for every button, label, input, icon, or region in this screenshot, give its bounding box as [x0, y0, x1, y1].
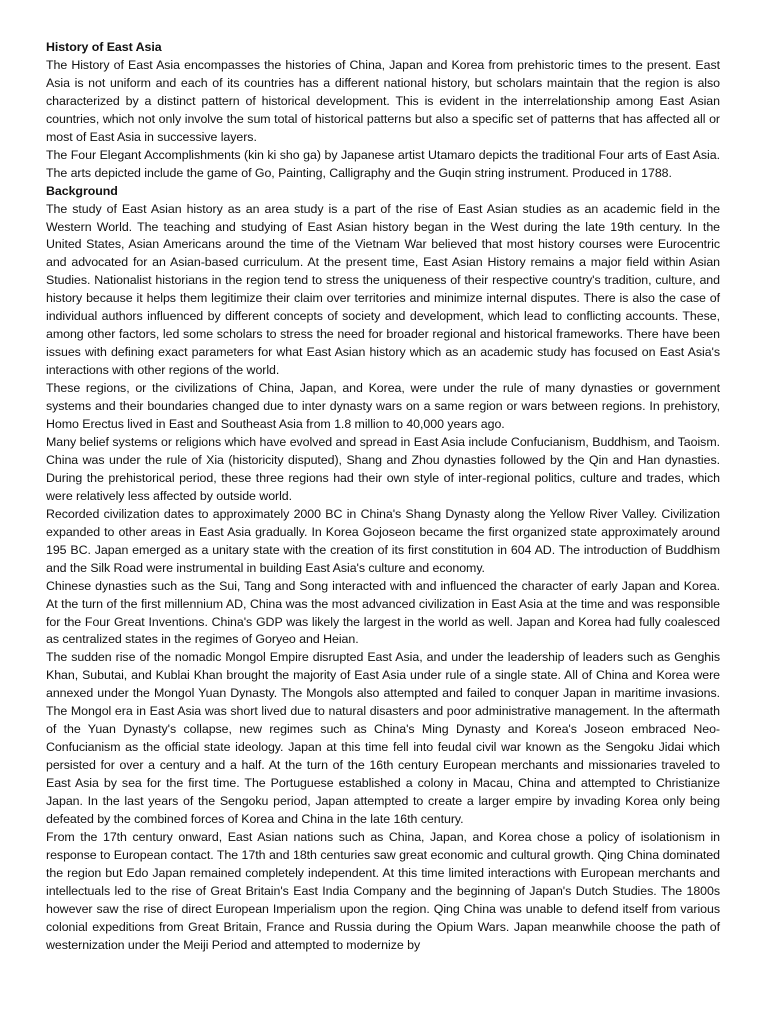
background-paragraph-4: Recorded civilization dates to approximately 2000 BC in China's Shang Dynasty along the Yellow River Valley. Civilization expanded to other areas in East Asia gradually. In Korea Gojoseon became the first organized state approximately around 195 BC. Japan emerged as a unitary state with the creation of its first constitution in 604 AD. The introduction of Buddhism and the Silk Road were instrumental in building East Asia's culture and economy. — [46, 506, 720, 575]
background-paragraph-5: Chinese dynasties such as the Sui, Tang and Song interacted with and influenced the character of early Japan and Korea. At the turn of the first millennium AD, China was the most advanced civilization in East Asia at the time and was responsible for the Four Great Inventions. China's GDP was likely the largest in the world as well. Japan and Korea had fully coalesced as centralized states in the regimes of Goryeo and Heian. — [46, 578, 720, 647]
document-title: History of East Asia — [46, 40, 162, 54]
background-paragraph-7: From the 17th century onward, East Asian nations such as China, Japan, and Korea chose a policy of isolationism in response to European contact. The 17th and 18th centuries saw great economic and cultural growth. Qing China dominated the region but Edo Japan remained completely independent. At this time limited interactions with European merchants and intellectuals led to the rise of Great Britain's East India Company and the beginning of Japan's Dutch Studies. The 1800s however saw the rise of direct European Imperialism upon the region. Qing China was unable to defend itself from various colonial expeditions from Great Britain, France and Russia during the Opium Wars. Japan meanwhile choose the path of westernization under the Meiji Period and attempted to modernize by — [46, 829, 720, 952]
intro-paragraph-2: The Four Elegant Accomplishments (kin ki sho ga) by Japanese artist Utamaro depicts the traditional Four arts of East Asia. The arts depicted include the game of Go, Painting, Calligraphy and the Guqin string instrument. Produced in 1788. — [46, 147, 720, 180]
document-page — [46, 39, 720, 955]
background-paragraph-3: Many belief systems or religions which have evolved and spread in East Asia include Confucianism, Buddhism, and Taoism. China was under the rule of Xia (historicity disputed), Shang and Zhou dynasties followed by the Qin and Han dynasties. During the prehistorical period, these three regions had their own style of inter-regional politics, culture and trades, which were relatively less affected by outside world. — [46, 434, 720, 503]
background-paragraph-1: The study of East Asian history as an area study is a part of the rise of East Asian studies as an academic field in the Western World. The teaching and studying of East Asian history began in the West during the late 19th century. In the United States, Asian Americans around the time of the Vietnam War believed that most history courses were Eurocentric and advocated for an Asian-based curriculum. At the present time, East Asian History remains a major field within Asian Studies. Nationalist historians in the region tend to stress the uniqueness of their respective country's tradition, culture, and history because it helps them legitimize their claim over territories and minimize internal disputes. There is also the case of individual authors influenced by different concepts of society and development, which lead to conflicting accounts. These, among other factors, led some scholars to stress the need for broader regional and historical frameworks. There have been issues with defining exact parameters for what East Asian history which as an academic study has focused on East Asia's interactions with other regions of the world. — [46, 201, 720, 378]
background-paragraph-6: The sudden rise of the nomadic Mongol Empire disrupted East Asia, and under the leadership of leaders such as Genghis Khan, Subutai, and Kublai Khan brought the majority of East Asia under rule of a single state. All of China and Korea were annexed under the Mongol Yuan Dynasty. The Mongols also attempted and failed to conquer Japan in maritime invasions. The Mongol era in East Asia was short lived due to natural disasters and poor administrative management. In the aftermath of the Yuan Dynasty's collapse, new regimes such as China's Ming Dynasty and Korea's Joseon embraced Neo-Confucianism as the official state ideology. Japan at this time fell into feudal civil war known as the Sengoku Jidai which persisted for over a century and a half. At the turn of the 16th century European merchants and missionaries traveled to East Asia by sea for the first time. The Portuguese established a colony in Macau, China and attempted to Christianize Japan. In the last years of the Sengoku period, Japan attempted to create a larger empire by invading Korea only being defeated by the combined forces of Korea and China in the late 16th century. — [46, 650, 720, 826]
intro-paragraph-1: The History of East Asia encompasses the histories of China, Japan and Korea from prehistoric times to the present. East Asia is not uniform and each of its countries has a different national history, but scholars maintain that the region is also characterized by a distinct pattern of historical development. This is evident in the interrelationship among East Asian countries, which not only involve the sum total of historical patterns but also a specific set of patterns that has affected all or most of East Asia in successive layers. — [46, 57, 720, 144]
background-heading: Background — [46, 183, 118, 198]
background-paragraph-2: These regions, or the civilizations of China, Japan, and Korea, were under the rule of many dynasties or government systems and their boundaries changed due to inter dynasty wars on a same region or wars between regions. In prehistory, Homo Erectus lived in East and Southeast Asia from 1.8 million to 40,000 years ago. — [46, 381, 720, 432]
